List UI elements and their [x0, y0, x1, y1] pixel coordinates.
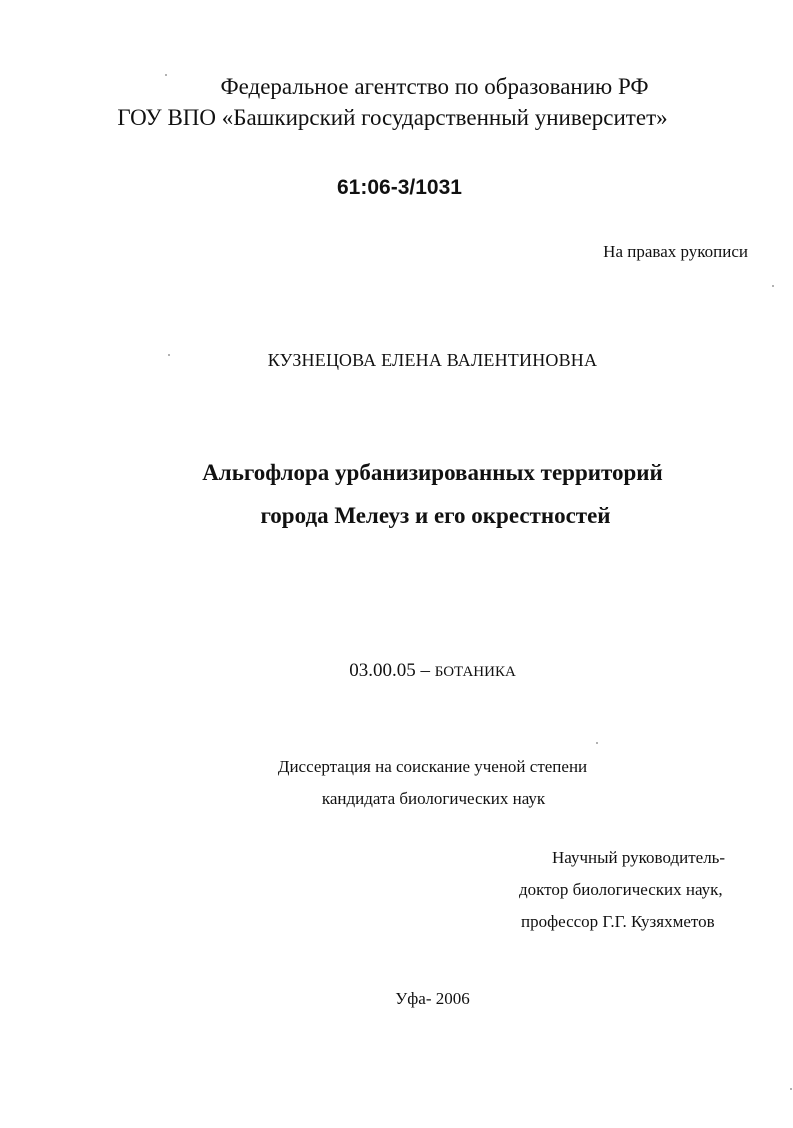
rights-note: На правах рукописи	[603, 242, 748, 261]
specialty-code: 03.00.05 –	[349, 660, 430, 681]
dissertation-title-line-2: города Мелеуз и его окрестностей	[260, 503, 611, 528]
scan-speck	[772, 285, 774, 287]
scan-speck	[168, 354, 170, 356]
supervisor-name: профессор Г.Г. Кузяхметов	[521, 912, 715, 931]
supervisor-role: Научный руководитель-	[552, 848, 726, 867]
degree-line-1: Диссертация на соискание ученой степени	[277, 757, 588, 776]
degree-line-2: кандидата биологических наук	[321, 789, 546, 808]
dissertation-title-line-1: Альгофлора урбанизированных территорий	[202, 460, 663, 485]
scan-speck	[165, 74, 167, 76]
scan-speck	[790, 1088, 792, 1090]
specialty	[36, 660, 793, 682]
agency-name: Федеральное агентство по образованию РФ	[220, 74, 649, 99]
specialty-name: БОТАНИКА	[434, 664, 516, 680]
university-name: ГОУ ВПО «Башкирский государственный университет»	[117, 105, 668, 130]
catalog-code: 61:06-3/1031	[337, 176, 462, 199]
supervisor-degree: доктор биологических наук,	[519, 880, 723, 899]
author-name: КУЗНЕЦОВА ЕЛЕНА ВАЛЕНТИНОВНА	[267, 350, 598, 370]
scan-speck	[596, 742, 598, 744]
place-and-year: Уфа- 2006	[395, 989, 470, 1008]
